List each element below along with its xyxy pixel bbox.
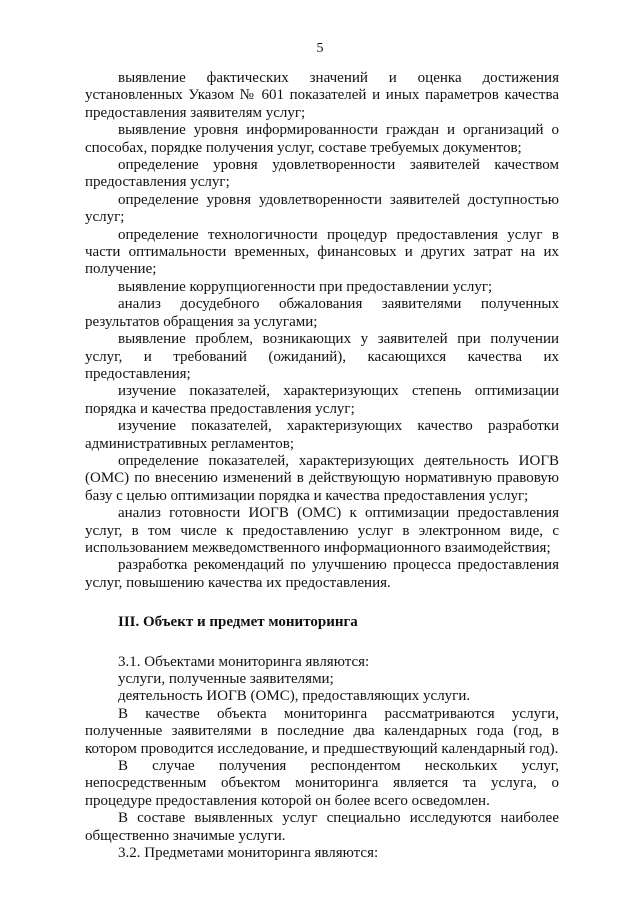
paragraph: В составе выявленных услуг специально исследуются наиболее общественно значимые услуги. [85, 810, 559, 844]
paragraph: В случае получения респондентом нескольких услуг, непосредственным объектом мониторинга является та услуга, о процедуре предоставления которой он более всего осведомлен. [85, 758, 559, 809]
document-body [85, 70, 559, 862]
paragraph: выявление фактических значений и оценка достижения установленных Указом № 601 показателей и иных параметров качества предоставления заявителям услуг; [85, 70, 559, 121]
paragraph: изучение показателей, характеризующих степень оптимизации порядка и качества предоставления услуг; [85, 383, 559, 417]
paragraph: В качестве объекта мониторинга рассматриваются услуги, полученные заявителями в последние два календарных года (год, в котором проводится исследование, и предшествующий календарный год). [85, 705, 559, 757]
paragraph: анализ готовности ИОГВ (ОМС) к оптимизации предоставления услуг, в том числе к предоставлению услуг в электронном виде, с использованием межведомственного информационного взаимодействия; [85, 505, 559, 556]
paragraph: выявление коррупциогенности при предоставлении услуг; [118, 278, 493, 295]
paragraph: определение уровня удовлетворенности заявителей доступностью услуг; [85, 191, 559, 226]
paragraph: определение технологичности процедур предоставления услуг в части оптимальности временных, финансовых и других затрат на их получение; [85, 226, 559, 278]
paragraph: анализ досудебного обжалования заявителями полученных результатов обращения за услугами; [85, 296, 559, 330]
paragraph: услуги, полученные заявителями; [118, 671, 334, 687]
page-number: 5 [316, 41, 324, 56]
paragraph: выявление проблем, возникающих у заявителей при получении услуг, и требований (ожиданий), касающихся качества их предоставления; [85, 331, 559, 382]
paragraph: определение показателей, характеризующих деятельность ИОГВ (ОМС) по внесению изменений в действующую нормативную правовую базу с целью оптимизации порядка и качества предоставления услуг; [85, 452, 559, 504]
paragraph: изучение показателей, характеризующих качество разработки административных регламентов; [85, 418, 559, 452]
paragraph: разработка рекомендаций по улучшению процесса предоставления услуг, повышению качества их предоставления. [85, 557, 559, 591]
paragraph: выявление уровня информированности граждан и организаций о способах, порядке получения услуг, составе требуемых документов; [85, 122, 559, 156]
section-heading: III. Объект и предмет мониторинга [118, 614, 358, 631]
paragraph: деятельность ИОГВ (ОМС), предоставляющих услуги. [118, 688, 471, 705]
paragraph: определение уровня удовлетворенности заявителей качеством предоставления услуг; [85, 157, 559, 191]
paragraph: 3.1. Объектами мониторинга являются: [118, 653, 370, 670]
paragraph: 3.2. Предметами мониторинга являются: [118, 845, 379, 862]
